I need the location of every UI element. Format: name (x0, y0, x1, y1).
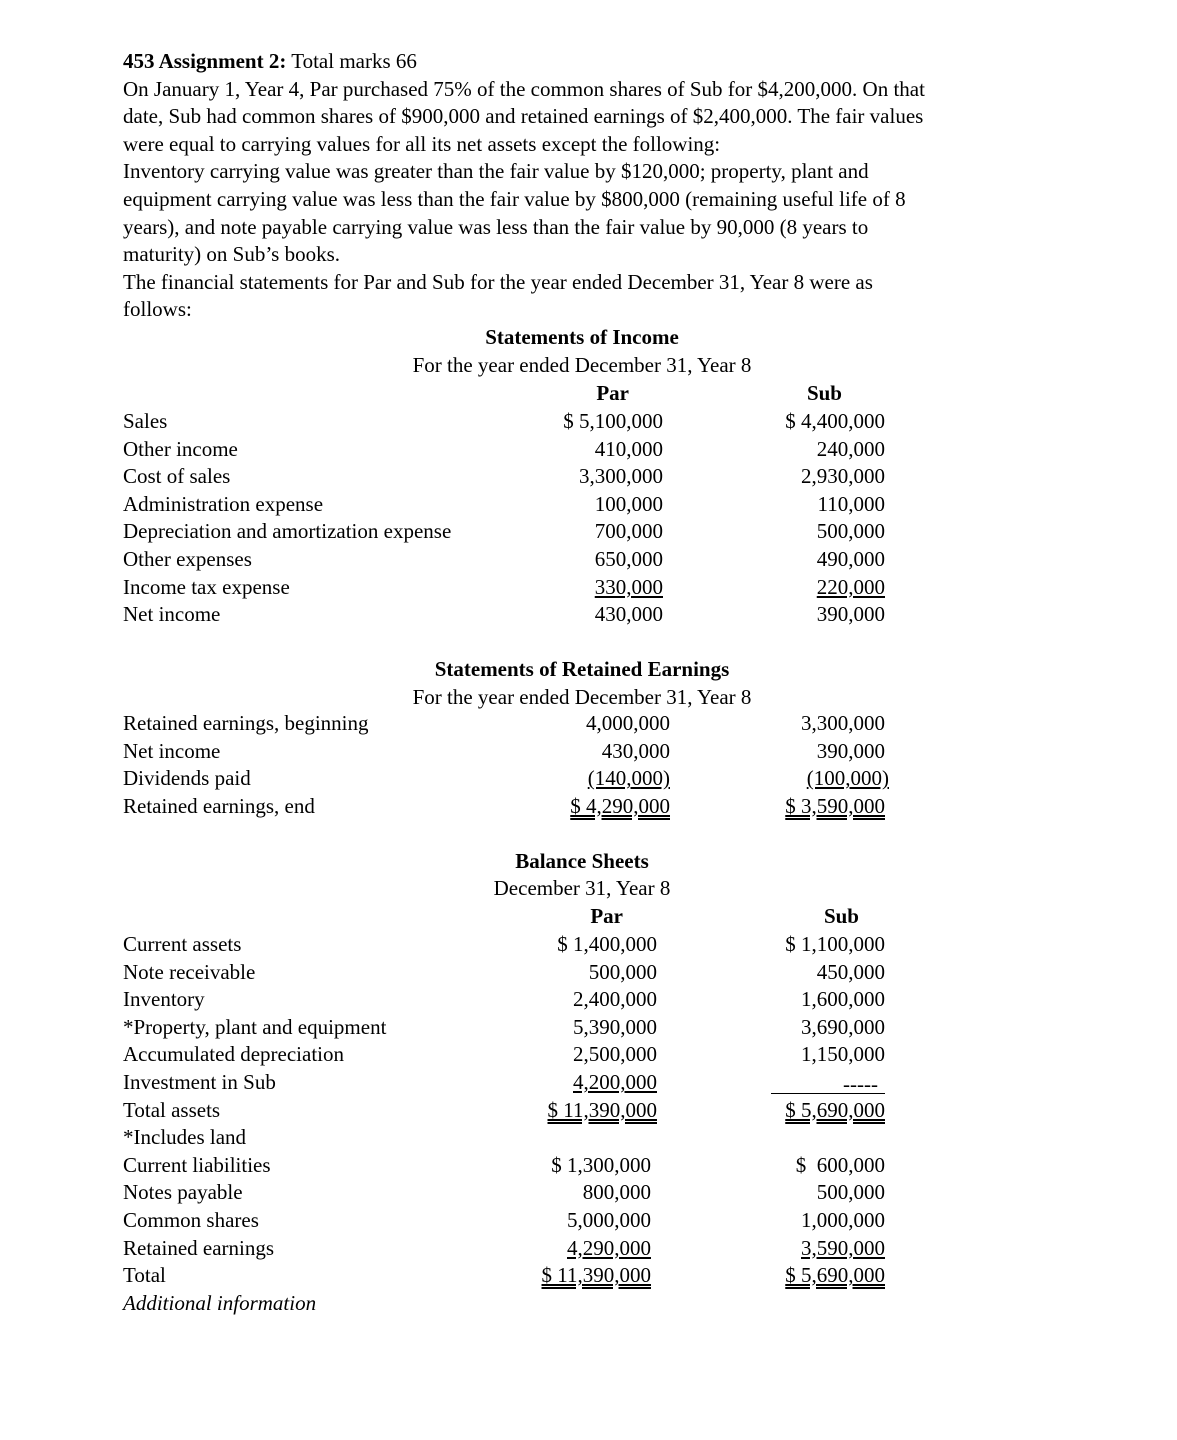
row-label: Note receivable (123, 959, 256, 984)
intro-line: date, Sub had common shares of $900,000 and retained earnings of $2,400,000. The fair values (123, 104, 924, 129)
retained-row (123, 793, 1053, 821)
row-label: Income tax expense (123, 574, 290, 599)
sub-value: 390,000 (816, 738, 885, 763)
par-value: $ 11,390,000 (547, 1097, 657, 1122)
sub-value: $ 1,100,000 (785, 932, 885, 956)
sub-value: (100,000) (806, 766, 889, 791)
row-label: Depreciation and amortization expense (123, 519, 452, 544)
row-label: Other expenses (123, 547, 252, 571)
balance-row (123, 1207, 1053, 1235)
par-value: $ 1,300,000 (551, 1152, 651, 1177)
balance-row (123, 1262, 1053, 1290)
sub-value: 2,930,000 (801, 464, 885, 489)
heading-rest: Total marks 66 (286, 49, 417, 73)
balance-row (123, 986, 1053, 1014)
sub-value: $ 600,000 (795, 1152, 885, 1177)
sub-underline (771, 1093, 885, 1094)
income-row (123, 408, 1053, 436)
par-value: (140,000) (587, 766, 670, 791)
row-label: Retained earnings, beginning (123, 711, 369, 735)
row-label: *Property, plant and equipment (123, 1014, 387, 1039)
retained-row (123, 765, 1053, 793)
balance-row (123, 1097, 1053, 1125)
sub-value: 110,000 (817, 491, 885, 516)
retained-subtitle: For the year ended December 31, Year 8 (412, 685, 752, 709)
balance-subtitle: December 31, Year 8 (493, 876, 671, 900)
row-label: Cost of sales (123, 464, 231, 489)
sub-value: 3,590,000 (801, 1235, 885, 1260)
sub-value: 3,300,000 (801, 711, 885, 735)
sub-value: 490,000 (816, 547, 885, 571)
par-value: 5,390,000 (573, 1014, 657, 1039)
row-label: Administration expense (123, 491, 324, 516)
par-value: 650,000 (594, 547, 663, 571)
intro-line: The financial statements for Par and Sub for the year ended December 31, Year 8 were as (123, 269, 873, 294)
row-label: Dividends paid (123, 766, 251, 791)
par-value: 410,000 (594, 436, 663, 461)
par-value: 2,500,000 (573, 1042, 657, 1067)
balance-row (123, 1014, 1053, 1042)
intro-line: follows: (123, 297, 192, 322)
par-value: 500,000 (588, 959, 657, 984)
intro-line: On January 1, Year 4, Par purchased 75% of the common shares of Sub for $4,200,000. On that (123, 76, 925, 101)
footnote-row (123, 1124, 1053, 1152)
sub-value: 240,000 (816, 436, 885, 461)
par-value: 430,000 (594, 602, 663, 627)
sub-value: 500,000 (816, 1180, 885, 1205)
sub-value: $ 3,590,000 (785, 793, 885, 818)
balance-row (123, 1179, 1053, 1207)
sub-value: ----- (843, 1072, 878, 1096)
income-col-sub: Sub (806, 381, 842, 405)
income-row (123, 574, 1053, 602)
sub-value: $ 5,690,000 (785, 1097, 885, 1122)
balance-row (123, 1152, 1053, 1180)
row-label: Investment in Sub (123, 1070, 276, 1094)
sub-value: 390,000 (816, 602, 885, 627)
sub-value: 450,000 (816, 959, 885, 984)
par-value: 330,000 (594, 574, 663, 599)
income-row (123, 546, 1053, 574)
sub-value: 1,150,000 (801, 1042, 885, 1067)
intro-line: maturity) on Sub’s books. (123, 242, 341, 267)
par-value: 700,000 (594, 519, 663, 544)
row-label: Notes payable (123, 1180, 243, 1205)
assignment-heading (123, 48, 1053, 76)
row-label: Total assets (123, 1097, 221, 1122)
balance-row (123, 959, 1053, 987)
row-label: Current assets (123, 932, 242, 956)
row-label: Other income (123, 436, 238, 461)
income-title: Statements of Income (485, 325, 679, 349)
sub-value: 220,000 (816, 574, 885, 599)
sub-value: $ 4,400,000 (785, 409, 885, 433)
sub-value: 1,600,000 (801, 987, 885, 1012)
par-value: 430,000 (601, 738, 670, 763)
retained-row (123, 738, 1053, 766)
row-label: Current liabilities (123, 1152, 271, 1177)
par-value: 3,300,000 (579, 464, 663, 489)
row-label: Common shares (123, 1208, 259, 1232)
balance-row (123, 931, 1053, 959)
par-value: 4,200,000 (573, 1070, 657, 1094)
additional-row (123, 1290, 1053, 1318)
par-value: 800,000 (582, 1180, 651, 1205)
income-subtitle: For the year ended December 31, Year 8 (412, 353, 752, 377)
retained-title: Statements of Retained Earnings (434, 657, 730, 681)
row-label: Retained earnings, end (123, 793, 315, 818)
par-value: 5,000,000 (567, 1208, 651, 1232)
intro-line: Inventory carrying value was greater than the fair value by $120,000; property, plant and (123, 159, 869, 184)
par-value: $ 1,400,000 (557, 932, 657, 956)
par-value: 2,400,000 (573, 987, 657, 1012)
intro-section (123, 48, 1053, 324)
row-label: Retained earnings (123, 1235, 275, 1260)
balance-row (123, 1041, 1053, 1069)
sub-value: $ 5,690,000 (785, 1263, 885, 1288)
balance-col-par: Par (590, 904, 623, 928)
additional-information: Additional information (123, 1291, 317, 1315)
income-row (123, 601, 1053, 629)
income-row (123, 463, 1053, 491)
income-col-par: Par (596, 381, 629, 405)
row-label: Inventory (123, 987, 205, 1012)
balance-row (123, 1069, 1053, 1097)
document-page (123, 48, 1053, 1315)
balance-row (123, 1235, 1053, 1263)
balance-title: Balance Sheets (515, 849, 649, 873)
par-value: 4,290,000 (567, 1235, 651, 1260)
par-value: 100,000 (594, 491, 663, 516)
row-label: Sales (123, 409, 168, 433)
intro-line: were equal to carrying values for all its net assets except the following: (123, 131, 721, 156)
balance-col-sub: Sub (823, 904, 859, 928)
intro-line: equipment carrying value was less than the fair value by $800,000 (remaining useful life of 8 (123, 186, 906, 211)
par-value: $ 5,100,000 (563, 409, 663, 433)
sub-value: 3,690,000 (801, 1014, 885, 1039)
row-label: Net income (123, 602, 221, 627)
footnote: *Includes land (123, 1125, 247, 1150)
heading-bold: 453 Assignment 2: (123, 49, 287, 73)
income-row (123, 436, 1053, 464)
income-row (123, 491, 1053, 519)
income-row (123, 518, 1053, 546)
row-label: Total (123, 1263, 166, 1288)
par-value: $ 11,390,000 (541, 1263, 651, 1288)
row-label: Net income (123, 738, 221, 763)
par-value: 4,000,000 (586, 711, 670, 735)
sub-value: 500,000 (816, 519, 885, 544)
par-value: $ 4,290,000 (570, 793, 670, 818)
retained-row (123, 710, 1053, 738)
intro-line: years), and note payable carrying value was less than the fair value by 90,000 (8 years to (123, 214, 869, 239)
row-label: Accumulated depreciation (123, 1042, 344, 1067)
sub-value: 1,000,000 (801, 1208, 885, 1232)
